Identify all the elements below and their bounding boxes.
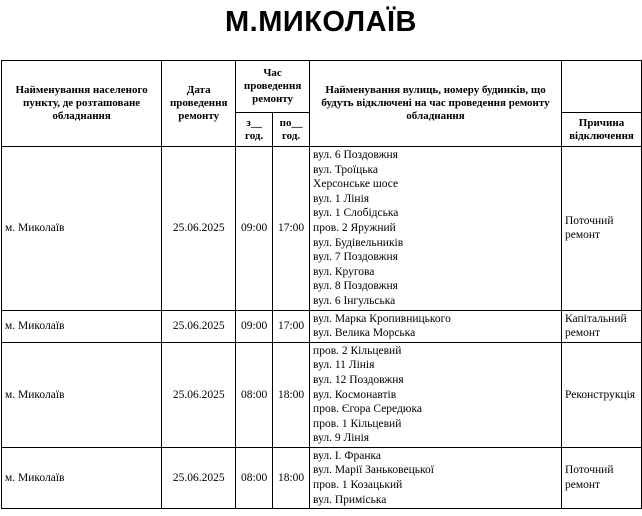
street-item: вул. Будівельників xyxy=(313,236,404,249)
header-to: по__ год. xyxy=(273,113,310,147)
row-reason: Капітальний ремонт xyxy=(562,310,642,342)
street-item: вул. 1 Слобідська xyxy=(313,207,399,220)
row-date: 25.06.2025 xyxy=(162,147,236,311)
header-date: Дата проведення ремонту xyxy=(162,61,236,147)
street-item: пров. 1 Кільцевий xyxy=(313,417,402,430)
street-item: вул. Космонавтів xyxy=(313,388,397,401)
street-item: вул. Приміська xyxy=(313,493,387,506)
row-time-from: 09:00 xyxy=(236,147,273,311)
row-time-to: 18:00 xyxy=(273,447,310,508)
street-item: пров. Єгора Середюка xyxy=(313,403,422,416)
row-streets xyxy=(310,447,562,508)
row-streets xyxy=(310,342,562,447)
street-item: вул. Троїцька xyxy=(313,163,379,176)
row-date: 25.06.2025 xyxy=(162,447,236,508)
header-reason-top xyxy=(562,61,642,113)
street-item: вул. 12 Поздовжня xyxy=(313,373,404,386)
table-row xyxy=(2,447,642,508)
header-reason: Причина відключення xyxy=(562,113,642,147)
row-time-from: 09:00 xyxy=(236,310,273,342)
row-date: 25.06.2025 xyxy=(162,342,236,447)
page-title: М.МИКОЛАЇВ xyxy=(225,6,417,38)
row-time-from: 08:00 xyxy=(236,342,273,447)
row-reason: Поточний ремонт xyxy=(562,447,642,508)
street-item: пров. 1 Козацький xyxy=(313,479,403,492)
row-streets xyxy=(310,310,562,342)
table-row xyxy=(2,147,642,311)
street-item: вул. 9 Лінія xyxy=(313,432,370,445)
row-time-to: 17:00 xyxy=(273,310,310,342)
street-item: вул. Марка Кропивницького xyxy=(313,312,451,325)
street-item: вул. 6 Інгульська xyxy=(313,294,396,307)
row-settlement: м. Миколаїв xyxy=(2,342,162,447)
street-item: вул. 7 Поздовжня xyxy=(313,251,398,264)
row-settlement: м. Миколаїв xyxy=(2,310,162,342)
street-item: пров. 2 Яружний xyxy=(313,221,396,234)
street-item: вул. 11 Лінія xyxy=(313,359,375,372)
row-settlement: м. Миколаїв xyxy=(2,447,162,508)
outage-table xyxy=(1,60,642,509)
street-item: Херсонське шосе xyxy=(313,178,399,191)
row-time-to: 17:00 xyxy=(273,147,310,311)
header-time: Час проведення ремонту xyxy=(236,61,310,113)
table-row xyxy=(2,310,642,342)
street-item: вул. 8 Поздовжня xyxy=(313,280,398,293)
street-item: вул. 1 Лінія xyxy=(313,192,370,205)
street-item: вул. Кругова xyxy=(313,265,375,278)
street-item: вул. Марії Заньковецької xyxy=(313,464,434,477)
table-body xyxy=(2,147,642,509)
row-time-from: 08:00 xyxy=(236,447,273,508)
street-item: вул. 6 Поздовжня xyxy=(313,149,398,161)
header-from: з__ год. xyxy=(236,113,273,147)
row-reason: Поточний ремонт xyxy=(562,147,642,311)
street-item: вул. Велика Морська xyxy=(313,327,416,340)
street-item: вул. І. Франка xyxy=(313,449,382,462)
table-row xyxy=(2,342,642,447)
header-settlement: Найменування населеного пункту, де розташоване обладнання xyxy=(2,61,162,147)
row-date: 25.06.2025 xyxy=(162,310,236,342)
row-streets xyxy=(310,147,562,311)
header-streets: Найменування вулиць, номеру будинків, що будуть відключені на час проведення ремонту обладнання xyxy=(310,61,562,147)
row-settlement: м. Миколаїв xyxy=(2,147,162,311)
street-item: пров. 2 Кільцевий xyxy=(313,344,402,357)
row-time-to: 18:00 xyxy=(273,342,310,447)
row-reason: Реконструкція xyxy=(562,342,642,447)
